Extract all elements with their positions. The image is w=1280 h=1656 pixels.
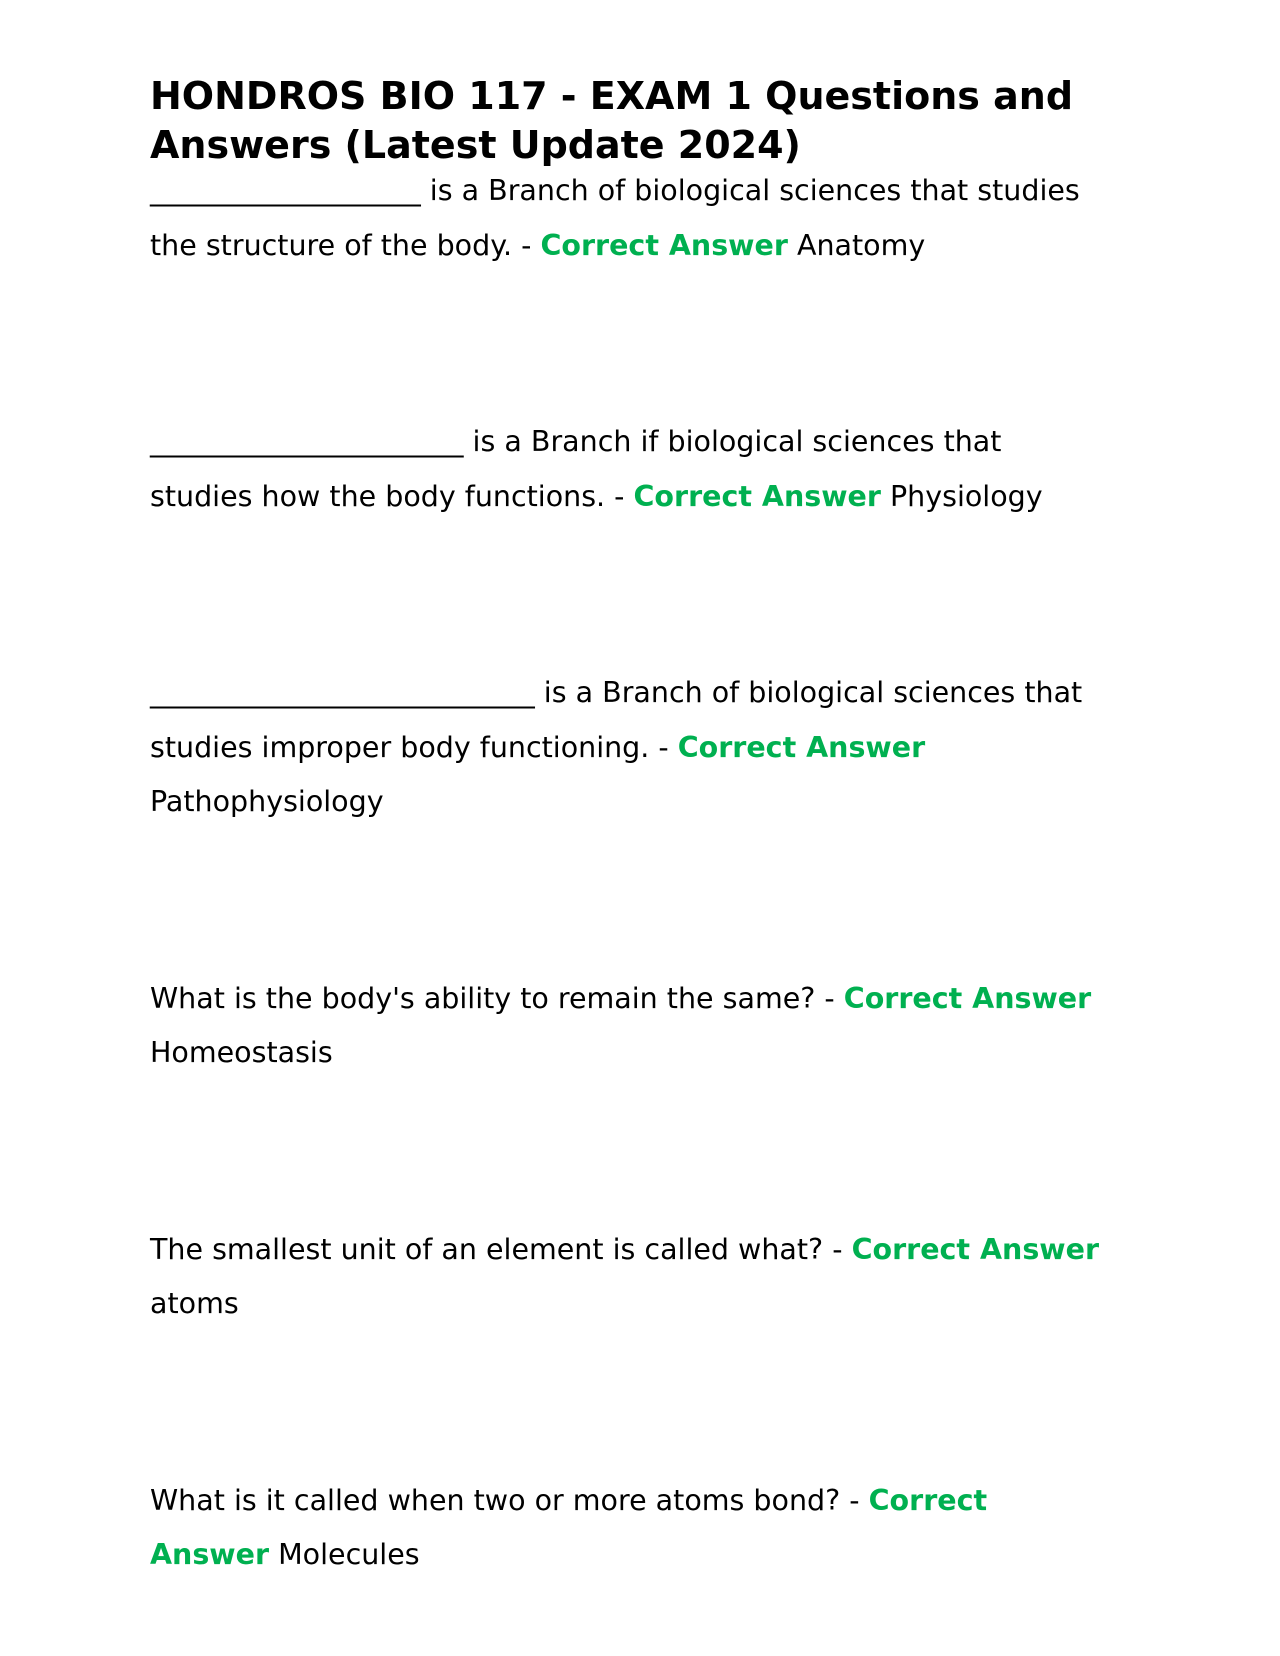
question-text: is a Branch of biological sciences that studies improper body functioning. - bbox=[150, 676, 1083, 764]
answer-text: Homeostasis bbox=[150, 1036, 333, 1069]
qa-item bbox=[150, 972, 1110, 1081]
question-text: is a Branch of biological sciences that studies the structure of the body. - bbox=[150, 174, 1080, 262]
qa-item bbox=[150, 164, 1110, 273]
qa-item bbox=[150, 415, 1110, 524]
correct-answer-label: Correct Answer bbox=[677, 730, 926, 764]
question-text: is a Branch if biological sciences that studies how the body functions. - bbox=[150, 425, 1002, 513]
qa-item bbox=[150, 1223, 1110, 1332]
correct-answer-label: Correct Answer bbox=[851, 1232, 1099, 1266]
answer-text: Pathophysiology bbox=[150, 785, 384, 818]
answer-blank: ___________________________ bbox=[150, 676, 535, 709]
answer-text: Molecules bbox=[278, 1538, 420, 1571]
answer-blank: ___________________ bbox=[150, 174, 421, 207]
correct-answer-label: Correct Answer bbox=[150, 1483, 988, 1571]
qa-item bbox=[150, 1474, 1110, 1583]
qa-item bbox=[150, 666, 1110, 830]
question-text: The smallest unit of an element is called what? - bbox=[150, 1232, 852, 1266]
correct-answer-label: Correct Answer bbox=[633, 479, 881, 513]
answer-text: Anatomy bbox=[796, 228, 926, 262]
answer-text: atoms bbox=[150, 1287, 239, 1320]
correct-answer-label: Correct Answer bbox=[540, 228, 788, 262]
document-title: HONDROS BIO 117 - EXAM 1 Questions and Answers (Latest Update 2024) bbox=[150, 74, 1074, 167]
document-page bbox=[150, 72, 1110, 1583]
correct-answer-label: Correct Answer bbox=[843, 981, 1092, 1015]
answer-text: Physiology bbox=[889, 479, 1043, 513]
question-text: What is it called when two or more atoms bond? - bbox=[150, 1483, 869, 1517]
answer-blank: ______________________ bbox=[150, 425, 464, 458]
question-text: What is the body's ability to remain the same? - bbox=[150, 981, 844, 1015]
